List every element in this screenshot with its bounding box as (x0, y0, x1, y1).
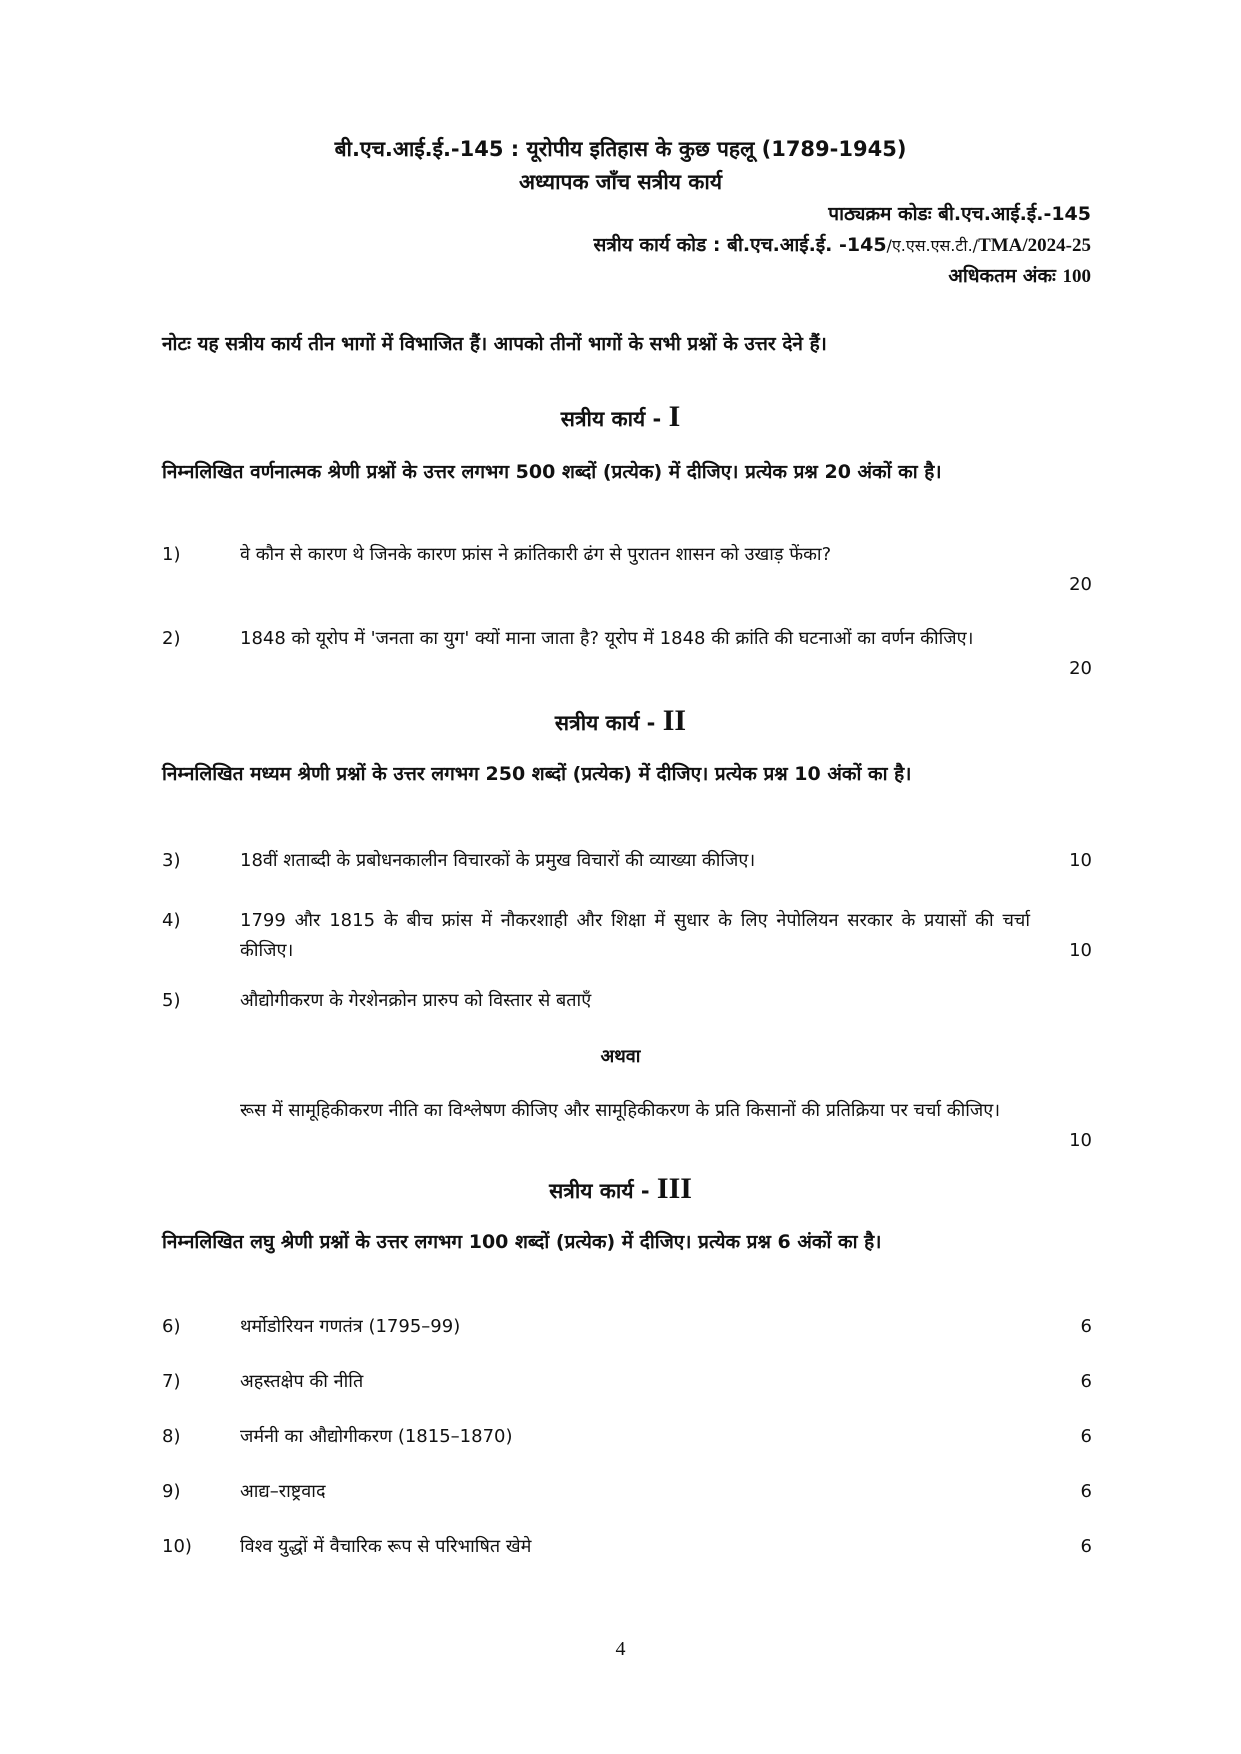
question-number: 9) (162, 1481, 181, 1502)
question-text: 1799 और 1815 के बीच फ्रांस में नौकरशाही और शिक्षा में सुधार के लिए नेपोलियन सरकार के प्रयासों की चर्चा कीजिए। (240, 910, 1030, 961)
page-number: 4 (615, 1638, 626, 1660)
question-number: 2) (162, 628, 181, 649)
question-marks: 6 (1080, 1481, 1092, 1502)
question-text: जर्मनी का औद्योगीकरण (1815–1870) (240, 1426, 513, 1447)
question-number: 5) (162, 990, 181, 1011)
assignment-code-line (594, 231, 1091, 257)
question-number: 3) (162, 850, 181, 871)
section-heading-text: सत्रीय कार्य - (549, 1179, 650, 1203)
section-1-heading (0, 400, 1241, 434)
question-text: औद्योगीकरण के गेरशेनक्रोन प्रारुप को विस्तार से बताएँ (240, 990, 592, 1011)
question-marks: 6 (1080, 1426, 1092, 1447)
section-3-instruction: निम्नलिखित लघु श्रेणी प्रश्नों के उत्तर लगभग 100 शब्दों (प्रत्येक) में दीजिए। प्रत्येक प्रश्न 6 अंकों का है। (162, 1231, 882, 1253)
section-3-heading (0, 1172, 1241, 1206)
section-2-instruction: निम्नलिखित मध्यम श्रेणी प्रश्नों के उत्तर लगभग 250 शब्दों (प्रत्येक) में दीजिए। प्रत्येक प्रश्न 10 अंकों का है। (162, 763, 912, 785)
question-number: 4) (162, 910, 181, 931)
question-text: रूस में सामूहिकीकरण नीति का विश्लेषण कीजिए और सामूहिकीकरण के प्रति किसानों की प्रतिक्रिया पर चर्चा कीजिए। (240, 1100, 1001, 1121)
question-number: 1) (162, 544, 181, 565)
max-marks-line (948, 262, 1091, 288)
question-text: अहस्तक्षेप की नीति (240, 1371, 364, 1392)
question-text: 18वीं शताब्दी के प्रबोधनकालीन विचारकों के प्रमुख विचारों की व्याख्या कीजिए। (240, 850, 756, 871)
question-marks: 6 (1080, 1316, 1092, 1337)
question-number: 6) (162, 1316, 181, 1337)
question-marks: 10 (1069, 1130, 1092, 1151)
question-number: 10) (162, 1536, 192, 1557)
question-text: थर्मोडोरियन गणतंत्र (1795–99) (240, 1316, 461, 1337)
question-text: वे कौन से कारण थे जिनके कारण फ्रांस ने क्रांतिकारी ढंग से पुरातन शासन को उखाड़ फेंका? (240, 544, 832, 565)
question-marks: 20 (1069, 658, 1092, 679)
question-number: 7) (162, 1371, 181, 1392)
question-marks: 6 (1080, 1536, 1092, 1557)
section-heading-text: सत्रीय कार्य - (554, 711, 656, 735)
assignment-code-suffix: TMA/2024-25 (978, 235, 1091, 256)
question-marks: 6 (1080, 1371, 1092, 1392)
max-marks-value: 100 (1062, 266, 1091, 287)
document-title: बी.एच.आई.ई.-145 : यूरोपीय इतिहास के कुछ पहलू (1789-1945) (334, 137, 907, 161)
course-code-label: पाठ्यक्रम कोडः (828, 203, 932, 225)
section-roman-numeral: II (662, 704, 687, 737)
section-1-instruction: निम्नलिखित वर्णनात्मक श्रेणी प्रश्नों के उत्तर लगभग 500 शब्दों (प्रत्येक) में दीजिए। प्रत्येक प्रश्न 20 अंकों का है। (162, 461, 942, 483)
question-text: आद्य–राष्ट्रवाद (240, 1481, 326, 1502)
section-roman-numeral: I (668, 400, 681, 433)
section-roman-numeral: III (656, 1172, 692, 1205)
assignment-code-label: सत्रीय कार्य कोड : (593, 234, 721, 256)
note-paragraph: नोटः यह सत्रीय कार्य तीन भागों में विभाजित हैं। आपको तीनों भागों के सभी प्रश्नों के उत्तर देने हैं। (162, 333, 827, 355)
question-marks: 10 (1069, 850, 1092, 871)
max-marks-label: अधिकतम अंकः (948, 265, 1056, 287)
question-text: 1848 को यूरोप में 'जनता का युग' क्यों माना जाता है? यूरोप में 1848 की क्रांति की घटनाओं का वर्णन कीजिए। (240, 628, 974, 649)
assignment-code-prefix: बी.एच.आई.ई. -145 (727, 234, 887, 256)
course-code-line (828, 200, 1091, 226)
or-label: अथवा (600, 1046, 641, 1067)
assignment-code-mid: /ए.एस.एस.टी./ (886, 236, 979, 255)
question-text: विश्व युद्धों में वैचारिक रूप से परिभाषित खेमे (240, 1536, 532, 1557)
question-marks: 10 (1069, 940, 1092, 961)
section-heading-text: सत्रीय कार्य - (560, 407, 662, 431)
question-marks: 20 (1069, 574, 1092, 595)
document-subtitle: अध्यापक जाँच सत्रीय कार्य (518, 170, 723, 194)
course-code: बी.एच.आई.ई.-145 (938, 203, 1091, 225)
section-2-heading (0, 704, 1241, 738)
question-number: 8) (162, 1426, 181, 1447)
